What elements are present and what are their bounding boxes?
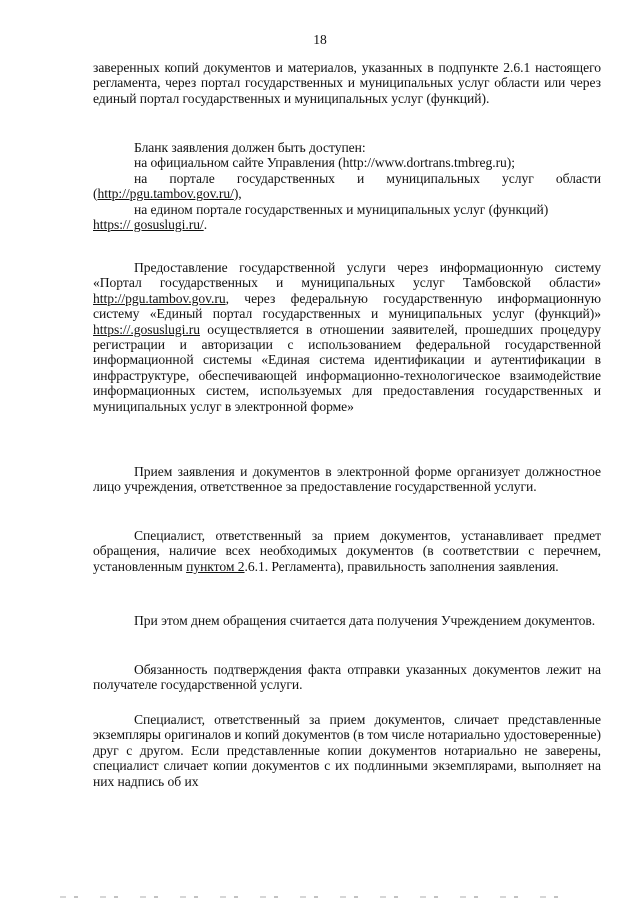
pgu-tambov-link[interactable]: http://pgu.tambov.gov.ru xyxy=(93,290,226,306)
unified-portal-link-tail: . xyxy=(203,217,208,233)
clause-link[interactable]: пунктом 2 xyxy=(186,558,245,574)
unified-portal-link-line xyxy=(93,217,601,232)
paragraph-electronic-service xyxy=(93,260,601,414)
electronic-service-text-a: Предоставление государственной услуги через информационную систему «Портал государственных и муниципальных услуг Тамбовской области» xyxy=(93,260,601,291)
form-availability-unified-portal: на едином портале государственных и муниципальных услуг (функций) xyxy=(134,201,549,217)
regional-portal-link-line xyxy=(93,186,601,201)
scan-artifact xyxy=(60,896,580,898)
specialist-text-b: .6.1. Регламента), правильность заполнения заявления. xyxy=(244,558,559,574)
paragraph-obligation: Обязанность подтверждения факта отправки указанных документов лежит на получателе государственной услуги. xyxy=(93,662,601,693)
electronic-service-text-b: , через федеральную государственную информационную систему «Единый портал государственных и муниципальных услуг (функций)» xyxy=(93,290,601,322)
paragraph-date-of-request: При этом днем обращения считается дата получения Учреждением документов. xyxy=(134,613,596,628)
paragraph-1: заверенных копий документов и материалов, указанных в подпункте 2.6.1 настоящего регламента, через портал государственных и муниципальных услуг области или через единый портал государственных и муниципальных услуг (функций). xyxy=(93,60,601,106)
page-number: 18 xyxy=(313,32,327,47)
specialist-text-a: Специалист, ответственный за прием документов, устанавливает предмет обращения, наличие всех необходимых документов (в соответствии с перечнем, установленным xyxy=(93,528,601,574)
paragraph-verification: Специалист, ответственный за прием документов, сличает представленные экземпляры оригиналов и копий документов (в том числе нотариально удостоверенные) друг с другом. Если представленные копии документов нотариально не заверены, специалист сличает копии документов с их подлинными экземплярами, выполняет на них надпись об их xyxy=(93,712,601,789)
paragraph-form-availability xyxy=(93,140,601,232)
paragraph-specialist xyxy=(93,528,601,574)
form-availability-official-site: на официальном сайте Управления (http://www.dortrans.tmbreg.ru); xyxy=(134,155,516,171)
form-availability-regional-portal: на портале государственных и муниципальных услуг области xyxy=(134,170,601,186)
electronic-service-text-c: осуществляется в отношении заявителей, прошедших процедуру регистрации и авторизации с использованием федеральной государственной информационной системы «Единая система идентификации и аутентификации в инфраструктуре, обеспечивающей информационно-технологическое взаимодействие информационных систем, используемых для предоставления государственных и муниципальных услуг в электронной форме» xyxy=(93,321,601,414)
form-availability-heading: Бланк заявления должен быть доступен: xyxy=(134,140,366,155)
gosuslugi-link[interactable]: https://.gosuslugi.ru xyxy=(93,321,200,337)
link-tail: ), xyxy=(233,186,242,202)
open-paren: ( xyxy=(93,186,98,202)
regional-portal-link[interactable]: http://pgu.tambov.gov.ru/ xyxy=(97,186,234,202)
paragraph-reception: Прием заявления и документов в электронной форме организует должностное лицо учреждения, ответственное за предоставление государственной услуги. xyxy=(93,464,601,495)
unified-portal-link[interactable]: https:// gosuslugi.ru/ xyxy=(93,217,204,233)
